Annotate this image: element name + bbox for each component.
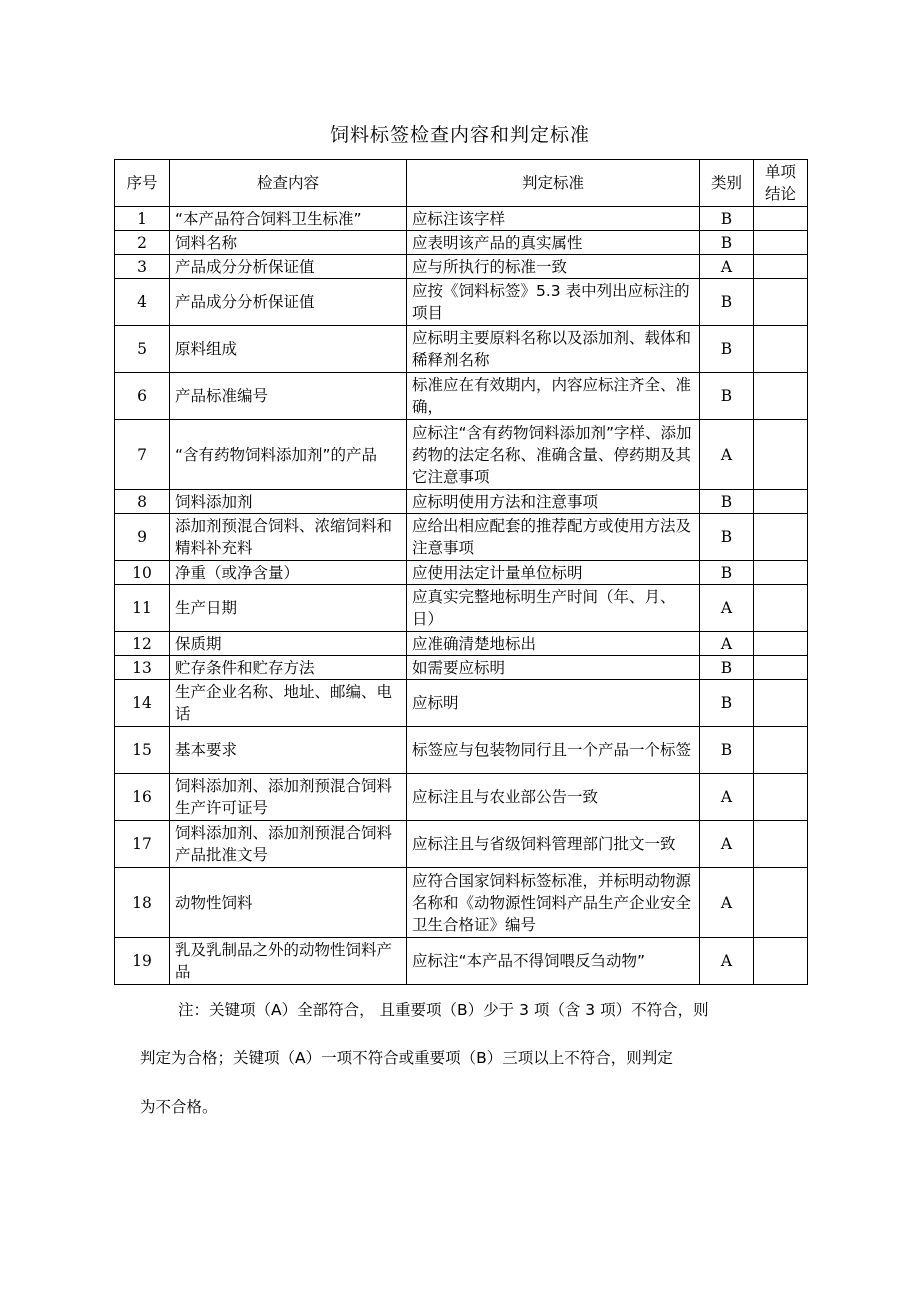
row-number: 14 bbox=[115, 680, 170, 727]
table-row bbox=[115, 490, 808, 514]
row-result bbox=[754, 326, 808, 373]
row-criterion: 应给出相应配套的推荐配方或使用方法及注意事项 bbox=[407, 514, 700, 561]
row-number: 4 bbox=[115, 279, 170, 326]
row-number: 1 bbox=[115, 207, 170, 231]
row-result bbox=[754, 680, 808, 727]
row-result bbox=[754, 255, 808, 279]
row-item: 保质期 bbox=[170, 632, 407, 656]
row-result bbox=[754, 727, 808, 774]
row-item: 饲料添加剂、添加剂预混合饲料产品批准文号 bbox=[170, 821, 407, 868]
row-type: B bbox=[700, 373, 754, 420]
table-row bbox=[115, 585, 808, 632]
header-no: 序号 bbox=[115, 160, 170, 207]
row-type: B bbox=[700, 207, 754, 231]
row-type: B bbox=[700, 279, 754, 326]
row-number: 13 bbox=[115, 656, 170, 680]
row-number: 9 bbox=[115, 514, 170, 561]
table-row bbox=[115, 420, 808, 490]
row-criterion: 标签应与包装物同行且一个产品一个标签 bbox=[407, 727, 700, 774]
row-item: 产品成分分析保证值 bbox=[170, 279, 407, 326]
table-row bbox=[115, 326, 808, 373]
note-line-3: 为不合格。 bbox=[140, 1098, 218, 1116]
row-item: 乳及乳制品之外的动物性饲料产品 bbox=[170, 938, 407, 985]
row-result bbox=[754, 656, 808, 680]
row-number: 8 bbox=[115, 490, 170, 514]
row-type: A bbox=[700, 255, 754, 279]
row-result bbox=[754, 231, 808, 255]
row-result bbox=[754, 420, 808, 490]
table-row bbox=[115, 632, 808, 656]
row-item: “本产品符合饲料卫生标准” bbox=[170, 207, 407, 231]
row-item: 饲料名称 bbox=[170, 231, 407, 255]
row-criterion: 应标注且与农业部公告一致 bbox=[407, 774, 700, 821]
row-number: 10 bbox=[115, 561, 170, 585]
table-row bbox=[115, 938, 808, 985]
row-type: B bbox=[700, 680, 754, 727]
row-item: “含有药物饲料添加剂”的产品 bbox=[170, 420, 407, 490]
row-criterion: 标准应在有效期内，内容应标注齐全、准确， bbox=[407, 373, 700, 420]
row-item: 净重（或净含量） bbox=[170, 561, 407, 585]
table-row bbox=[115, 656, 808, 680]
row-criterion: 应标明使用方法和注意事项 bbox=[407, 490, 700, 514]
row-number: 11 bbox=[115, 585, 170, 632]
row-criterion: 应符合国家饲料标签标准，并标明动物源名称和《动物源性饲料产品生产企业安全卫生合格证》编号 bbox=[407, 868, 700, 938]
row-item: 饲料添加剂、添加剂预混合饲料生产许可证号 bbox=[170, 774, 407, 821]
row-item: 生产日期 bbox=[170, 585, 407, 632]
row-criterion: 应表明该产品的真实属性 bbox=[407, 231, 700, 255]
row-result bbox=[754, 585, 808, 632]
row-item: 基本要求 bbox=[170, 727, 407, 774]
row-result bbox=[754, 632, 808, 656]
note-line-2: 判定为合格；关键项（A）一项不符合或重要项（B）三项以上不符合，则判定 bbox=[140, 1049, 673, 1067]
note-line-1: 注：关键项（A）全部符合， 且重要项（B）少于 3 项（含 3 项）不符合，则 bbox=[178, 1001, 709, 1019]
table-row bbox=[115, 868, 808, 938]
row-number: 17 bbox=[115, 821, 170, 868]
row-item: 贮存条件和贮存方法 bbox=[170, 656, 407, 680]
row-type: A bbox=[700, 774, 754, 821]
row-item: 饲料添加剂 bbox=[170, 490, 407, 514]
row-number: 16 bbox=[115, 774, 170, 821]
table-row bbox=[115, 279, 808, 326]
table-row bbox=[115, 207, 808, 231]
row-number: 3 bbox=[115, 255, 170, 279]
row-type: A bbox=[700, 420, 754, 490]
row-result bbox=[754, 821, 808, 868]
header-criterion: 判定标准 bbox=[407, 160, 700, 207]
row-criterion: 应使用法定计量单位标明 bbox=[407, 561, 700, 585]
table-row bbox=[115, 514, 808, 561]
row-result bbox=[754, 279, 808, 326]
row-criterion: 应标明主要原料名称以及添加剂、载体和稀释剂名称 bbox=[407, 326, 700, 373]
table-row bbox=[115, 561, 808, 585]
row-number: 6 bbox=[115, 373, 170, 420]
row-type: B bbox=[700, 490, 754, 514]
header-type: 类别 bbox=[700, 160, 754, 207]
row-number: 19 bbox=[115, 938, 170, 985]
inspection-table bbox=[114, 159, 808, 985]
row-item: 原料组成 bbox=[170, 326, 407, 373]
table-body bbox=[115, 207, 808, 985]
row-type: B bbox=[700, 561, 754, 585]
row-result bbox=[754, 490, 808, 514]
row-type: A bbox=[700, 585, 754, 632]
row-criterion: 如需要应标明 bbox=[407, 656, 700, 680]
row-number: 5 bbox=[115, 326, 170, 373]
table-row bbox=[115, 680, 808, 727]
table-row bbox=[115, 774, 808, 821]
table-row bbox=[115, 727, 808, 774]
row-criterion: 应标注该字样 bbox=[407, 207, 700, 231]
row-type: B bbox=[700, 656, 754, 680]
row-result bbox=[754, 868, 808, 938]
row-criterion: 应标注“本产品不得饲喂反刍动物” bbox=[407, 938, 700, 985]
row-result bbox=[754, 373, 808, 420]
row-criterion: 应标明 bbox=[407, 680, 700, 727]
row-criterion: 应标注且与省级饲料管理部门批文一致 bbox=[407, 821, 700, 868]
row-type: B bbox=[700, 231, 754, 255]
row-result bbox=[754, 561, 808, 585]
row-item: 生产企业名称、地址、邮编、电话 bbox=[170, 680, 407, 727]
row-result bbox=[754, 207, 808, 231]
table-row bbox=[115, 255, 808, 279]
row-type: B bbox=[700, 326, 754, 373]
row-type: A bbox=[700, 821, 754, 868]
row-result bbox=[754, 938, 808, 985]
row-number: 12 bbox=[115, 632, 170, 656]
row-criterion: 应真实完整地标明生产时间（年、月、日） bbox=[407, 585, 700, 632]
row-type: B bbox=[700, 727, 754, 774]
table-header-row bbox=[115, 160, 808, 207]
row-type: A bbox=[700, 868, 754, 938]
row-item: 动物性饲料 bbox=[170, 868, 407, 938]
row-criterion: 应标注“含有药物饲料添加剂”字样、添加药物的法定名称、准确含量、停药期及其它注意事项 bbox=[407, 420, 700, 490]
row-criterion: 应准确清楚地标出 bbox=[407, 632, 700, 656]
row-result bbox=[754, 514, 808, 561]
row-type: A bbox=[700, 938, 754, 985]
page-title: 饲料标签检查内容和判定标准 bbox=[329, 124, 590, 146]
table-row bbox=[115, 231, 808, 255]
row-number: 18 bbox=[115, 868, 170, 938]
header-result: 单项结论 bbox=[754, 160, 808, 207]
row-type: B bbox=[700, 514, 754, 561]
row-criterion: 应与所执行的标准一致 bbox=[407, 255, 700, 279]
row-number: 7 bbox=[115, 420, 170, 490]
row-item: 添加剂预混合饲料、浓缩饲料和精料补充料 bbox=[170, 514, 407, 561]
row-item: 产品标准编号 bbox=[170, 373, 407, 420]
row-result bbox=[754, 774, 808, 821]
table-row bbox=[115, 373, 808, 420]
header-item: 检查内容 bbox=[170, 160, 407, 207]
row-number: 2 bbox=[115, 231, 170, 255]
row-number: 15 bbox=[115, 727, 170, 774]
row-criterion: 应按《饲料标签》5.3 表中列出应标注的项目 bbox=[407, 279, 700, 326]
row-type: A bbox=[700, 632, 754, 656]
row-item: 产品成分分析保证值 bbox=[170, 255, 407, 279]
table-row bbox=[115, 821, 808, 868]
